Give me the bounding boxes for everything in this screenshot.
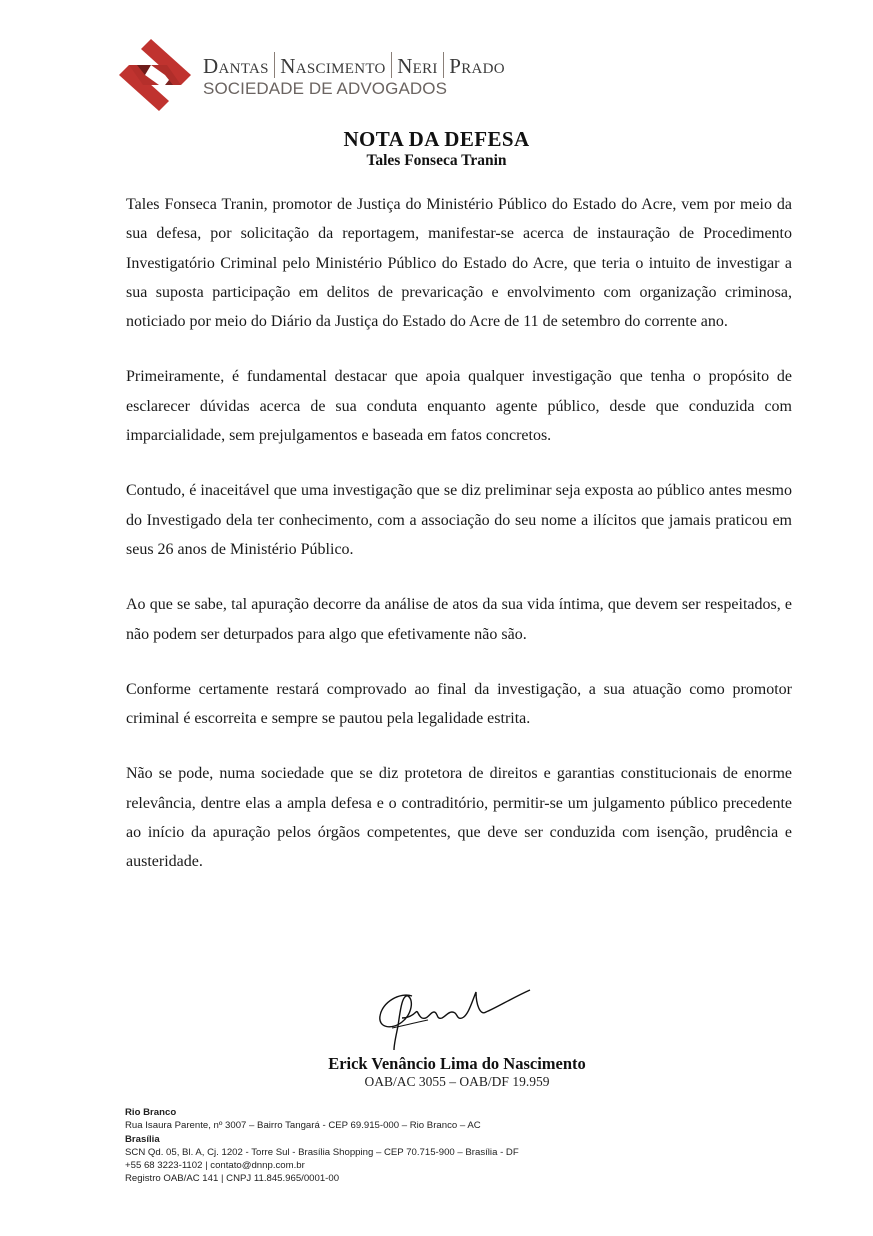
divider	[274, 52, 276, 78]
paragraph: Tales Fonseca Tranin, promotor de Justiça do Ministério Público do Estado do Acre, vem por meio da sua defesa, por solicitação da reportagem, manifestar-se acerca de instauração de Procedimento Investigatório Criminal pelo Ministério Público do Estado do Acre, que teria o intuito de investigar a sua suposta participação em delitos de prevaricação e envolvimento com organização criminosa, noticiado por meio do Diário da Justiça do Estado do Acre de 11 de setembro do corrente ano.	[126, 196, 792, 331]
footer-office2-address: SCN Qd. 05, Bl. A, Cj. 1202 - Torre Sul - Brasília Shopping – CEP 70.715-900 – Brasília - DF	[125, 1146, 519, 1158]
footer-office2-city: Brasília	[125, 1133, 160, 1145]
letterhead-logo	[115, 35, 555, 117]
footer-office1-address: Rua Isaura Parente, nº 3007 – Bairro Tangará - CEP 69.915-000 – Rio Branco – AC	[125, 1120, 481, 1132]
footer-contact: +55 68 3223-1102 | contato@dnnp.com.br	[125, 1160, 305, 1172]
paragraph: Contudo, é inaceitável que uma investigação que se diz preliminar seja exposta ao público antes mesmo do Investigado dela ter conhecimento, com a associação do seu nome a ilícitos que jamais praticou em seus 26 anos de Ministério Público.	[126, 482, 792, 558]
paragraph: Conforme certamente restará comprovado ao final da investigação, a sua atuação como promotor criminal é escorreita e sempre se pautou pela legalidade estrita.	[126, 680, 792, 728]
footer	[125, 1106, 725, 1186]
paragraph: Não se pode, numa sociedade que se diz protetora de direitos e garantias constitucionais de enorme relevância, dentre elas a ampla defesa e o contraditório, permitir-se um julgamento público precedente ao início da apuração pelos órgãos competentes, que deve ser conduzida com isenção, prudência e austeridade.	[126, 765, 792, 871]
divider	[391, 52, 393, 78]
paragraph: Ao que se sabe, tal apuração decorre da análise de atos da sua vida íntima, que devem ser respeitados, e não podem ser deturpados para algo que efetivamente não são.	[126, 596, 792, 643]
divider	[443, 52, 445, 78]
firm-name-prado: Prado	[449, 54, 505, 78]
firm-name-nascimento: Nascimento	[280, 54, 386, 78]
footer-office1-city: Rio Branco	[125, 1107, 177, 1118]
document-subtitle: Tales Fonseca Tranin	[366, 152, 507, 169]
document-body	[126, 190, 792, 903]
firm-logo-mark-icon	[115, 35, 195, 115]
paragraph: Primeiramente, é fundamental destacar que apoia qualquer investigação que tenha o propósito de esclarecer dúvidas acerca de sua conduta enquanto agente público, desde que conduzida com imparcialidade, sem prejulgamentos e baseada em fatos concretos.	[126, 368, 792, 445]
footer-registry: Registro OAB/AC 141 | CNPJ 11.845.965/0001-00	[125, 1173, 340, 1185]
document-title: NOTA DA DEFESA	[343, 127, 530, 151]
signer-registration: OAB/AC 3055 – OAB/DF 19.959	[364, 1074, 550, 1089]
firm-subtitle: SOCIEDADE DE ADVOGADOS	[203, 79, 448, 98]
firm-name-dantas: Dantas	[203, 54, 269, 78]
firm-name-neri: Neri	[397, 54, 438, 78]
firm-name	[203, 52, 505, 79]
signer-name: Erick Venâncio Lima do Nascimento	[328, 1054, 586, 1073]
handwritten-signature	[372, 982, 552, 1054]
